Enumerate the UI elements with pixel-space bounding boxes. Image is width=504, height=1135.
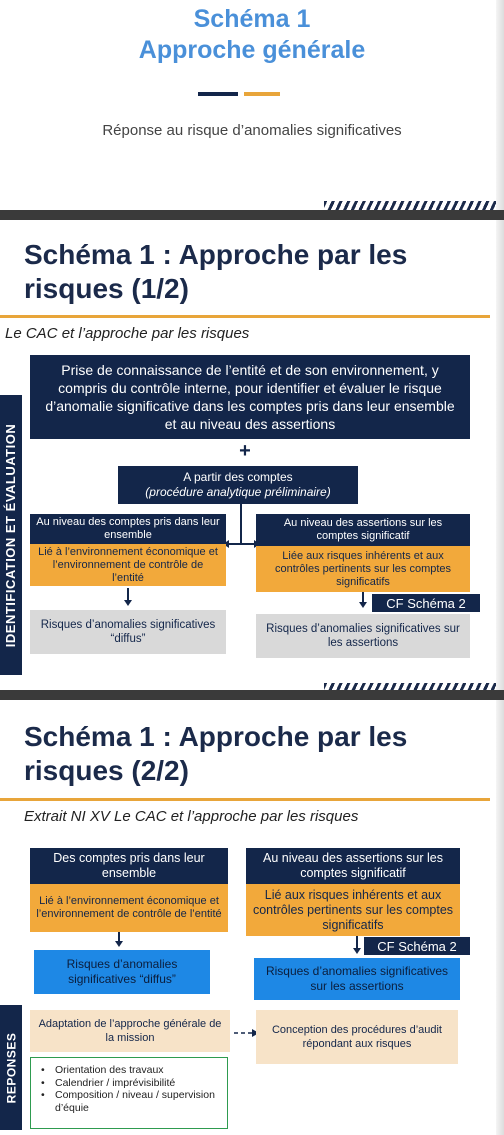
right-beige-box: Conception des procédures d’audit répondant aux risques: [256, 1010, 458, 1064]
knowledge-box: Prise de connaissance de l’entité et de son environnement, y compris du contrôle interne, pour identifier et évaluer le risque d’anomalie significative dans les comptes pris dans leur ensemble et au niveau des assertions: [30, 355, 470, 439]
side-label-text: REPONSES: [4, 1032, 18, 1103]
list-item: • Orientation des travaux: [37, 1064, 221, 1077]
decorative-dash: [244, 92, 280, 96]
right-header-box: Au niveau des assertions sur les comptes significatif: [256, 514, 470, 546]
section-subtitle: Réponse au risque d’anomalies significatives: [102, 122, 402, 139]
accounts-box: [118, 466, 358, 504]
slide-title: Schéma 1 : Approche par les risques (2/2): [24, 721, 408, 786]
title-rule: [0, 315, 490, 318]
connector-line: [240, 504, 242, 544]
accounts-box-line2: (procédure analytique préliminaire): [145, 485, 331, 499]
decorative-stripes: [324, 201, 500, 210]
left-blue-box: Risques d’anomalies significatives “diffus”: [34, 950, 210, 994]
connector-line: [356, 936, 358, 948]
slide-risk-approach-2: [0, 700, 504, 1135]
slide-title-section: [0, 0, 504, 210]
slide-risk-approach-1: [0, 220, 504, 690]
mission-adaptation-list: [30, 1057, 228, 1129]
decorative-dash: [198, 92, 238, 96]
connector-line: [228, 543, 254, 545]
slide-subtitle: Extrait NI XV Le CAC et l’approche par les risques: [24, 808, 359, 825]
section-title: [0, 4, 504, 66]
right-orange-box: Liée aux risques inhérents et aux contrôles pertinents sur les comptes significatifs: [256, 546, 470, 592]
side-label: [0, 1005, 22, 1130]
cf-schema-tag: CF Schéma 2: [364, 937, 470, 955]
arrow-down-icon: [124, 600, 132, 606]
list-item: • Composition / niveau / supervision d’équie: [37, 1089, 221, 1114]
cf-schema-tag: CF Schéma 2: [372, 594, 480, 612]
right-orange-box: Lié aux risques inhérents et aux contrôles pertinents sur les comptes significatifs: [246, 884, 460, 936]
slide-edge: [496, 0, 504, 210]
left-orange-box: Lié à l’environnement économique et l’environnement de contrôle de l’entité: [30, 884, 228, 932]
side-label: [0, 395, 22, 675]
right-header-box: Au niveau des assertions sur les comptes significatif: [246, 848, 460, 884]
arrow-down-icon: [353, 948, 361, 954]
left-header-box: Des comptes pris dans leur ensemble: [30, 848, 228, 884]
accounts-box-line1: A partir des comptes: [183, 470, 293, 484]
list-item: • Calendrier / imprévisibilité: [37, 1077, 221, 1090]
slide-edge: [496, 220, 504, 690]
connector-line: [127, 588, 129, 600]
arrow-down-icon: [359, 602, 367, 608]
section-title-line2: Approche générale: [138, 36, 366, 64]
left-beige-box: Adaptation de l’approche générale de la mission: [30, 1010, 230, 1052]
right-blue-box: Risques d’anomalies significatives sur les assertions: [254, 958, 460, 1000]
left-orange-box: Lié à l’environnement économique et l’environnement de contrôle de l’entité: [30, 544, 226, 586]
arrow-down-icon: [115, 941, 123, 947]
connector-line: [362, 592, 364, 602]
left-grey-box: Risques d’anomalies significatives “diffus”: [30, 610, 226, 654]
title-rule: [0, 798, 490, 801]
right-grey-box: Risques d’anomalies significatives sur les assertions: [256, 614, 470, 658]
side-label-text: IDENTIFICATION ET ÉVALUATION: [3, 423, 19, 647]
slide-edge: [496, 700, 504, 1135]
plus-sign: +: [239, 440, 251, 462]
section-title-line1: Schéma 1: [193, 5, 311, 33]
left-header-box: Au niveau des comptes pris dans leur ensemble: [30, 514, 226, 544]
slide-subtitle: Le CAC et l’approche par les risques: [5, 325, 250, 342]
decorative-stripes: [324, 683, 500, 690]
slide-title: Schéma 1 : Approche par les risques (1/2): [24, 239, 408, 304]
